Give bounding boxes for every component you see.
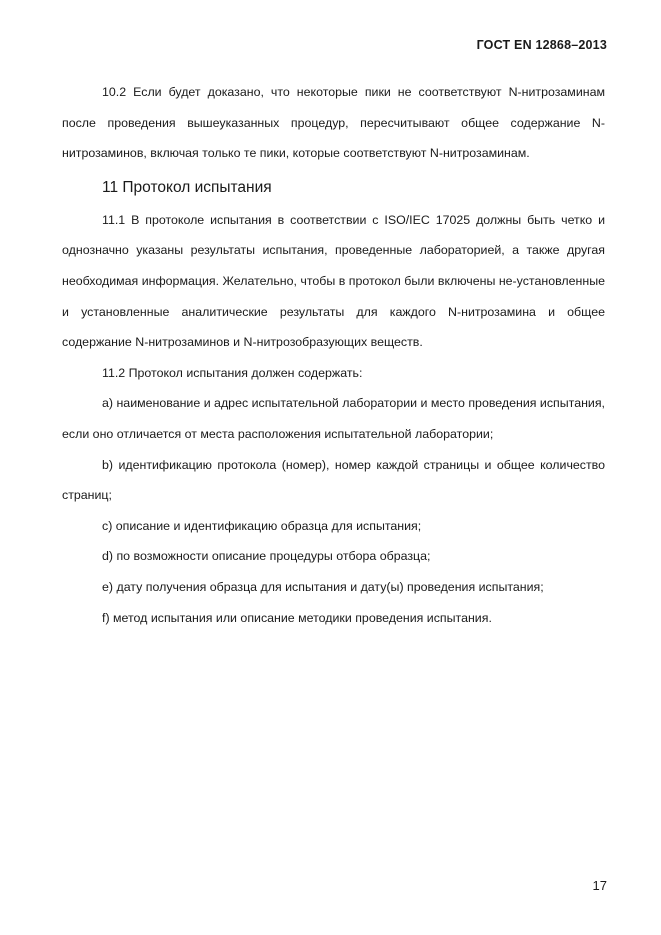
list-item-c: c) описание и идентификацию образца для испытания; [102, 518, 422, 533]
list-item-e: e) дату получения образца для испытания и дату(ы) проведения испытания; [102, 579, 544, 594]
page-content [62, 77, 605, 633]
list-item-f: f) метод испытания или описание методики проведения испытания. [102, 610, 492, 625]
paragraph-11-2: 11.2 Протокол испытания должен содержать: [102, 365, 363, 380]
paragraph-11-1: 11.1 В протоколе испытания в соответствии с ISO/IEC 17025 должны быть четко и однозначно указаны результаты испытания, проведенные лабораторией, а также другая необходимая информация. Желательно, чтобы в протокол были включены не-установленные и установленные аналитические результаты для каждого N-нитрозамина и общее содержание N-нитрозаминов и N-нитрозобразующих веществ. [62, 212, 605, 350]
list-item-b: b) идентификацию протокола (номер), номер каждой страницы и общее количество страниц; [62, 457, 605, 503]
page-number: 17 [592, 878, 607, 893]
list-item-a: a) наименование и адрес испытательной лаборатории и место проведения испытания, если оно отличается от места расположения испытательной лаборатории; [62, 396, 606, 441]
paragraph-10-2: 10.2 Если будет доказано, что некоторые пики не соответствуют N-нитрозаминам после проведения вышеуказанных процедур, пересчитывают общее содержание N-нитрозаминов, включая только те пики, которые соответствуют N-нитрозаминам. [62, 85, 605, 161]
standard-code-header: ГОСТ EN 12868–2013 [476, 38, 607, 52]
section-heading-11: 11 Протокол испытания [102, 178, 272, 196]
list-item-d: d) по возможности описание процедуры отбора образца; [102, 549, 431, 564]
